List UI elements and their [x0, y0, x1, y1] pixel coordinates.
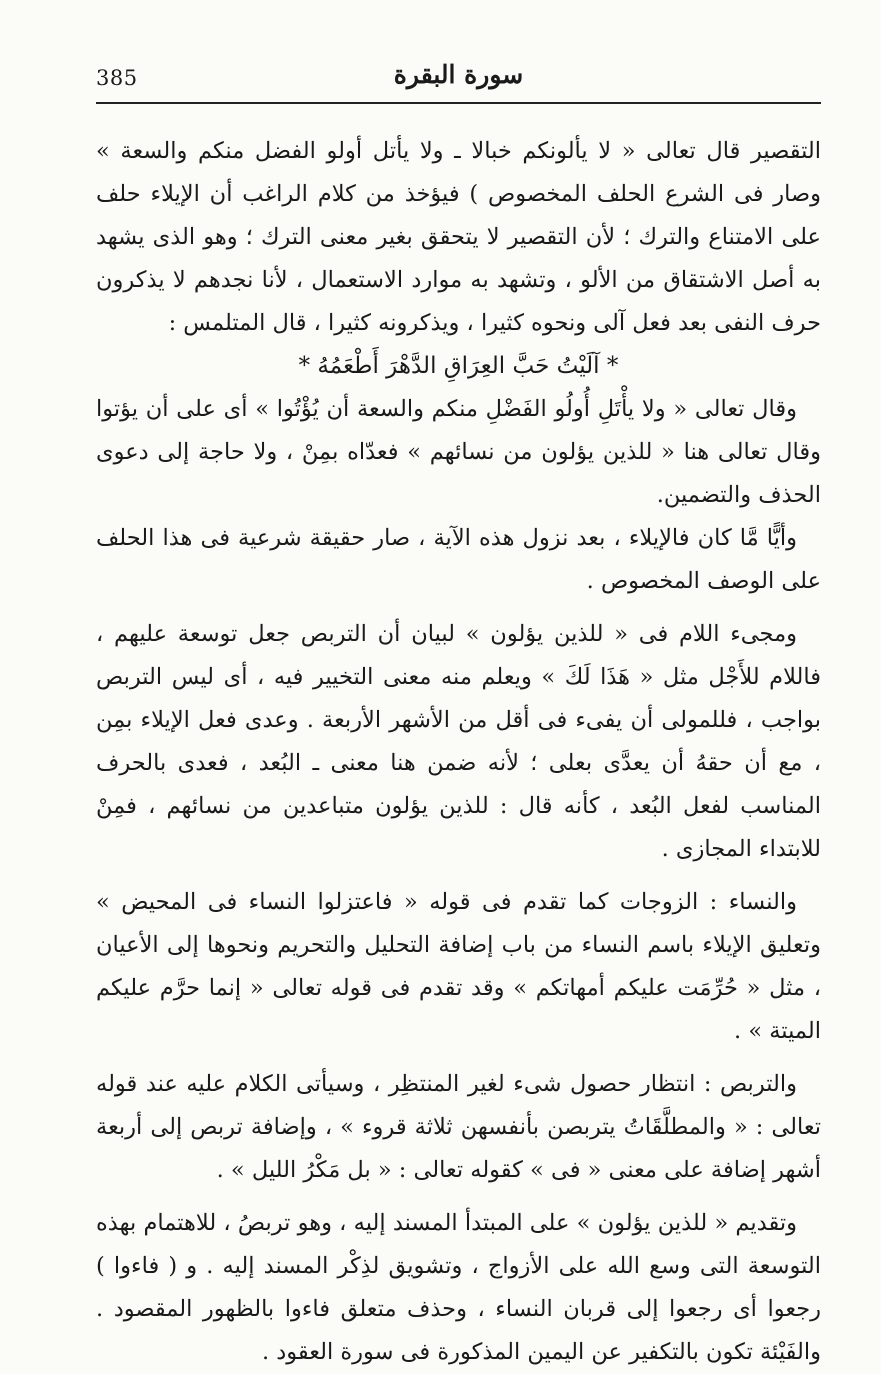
page-header	[96, 52, 821, 104]
page-number: 385	[96, 66, 138, 90]
paragraph-5: والنساء : الزوجات كما تقدم فى قوله « فاعتزلوا النساء فى المحيض » وتعليق الإيلاء باسم النساء من باب إضافة التحليل والتحريم ونحوها إلى الأعيان ، مثل « حُرِّمَت عليكم أمهاتكم » وقد تقدم فى قوله تعالى « إنما حرَّم عليكم الميتة » .	[96, 889, 821, 1044]
page-body	[96, 130, 821, 1374]
poetry-verse: * آلَيْتُ حَبَّ العِرَاقِ الدَّهْرَ أَطْعَمُهُ *	[298, 353, 619, 379]
paragraph-4: ومجىء اللام فى « للذين يؤلون » لبيان أن التربص جعل توسعة عليهم ، فاللام للأَجْل مثل « هَذَا لَكَ » ويعلم منه معنى التخيير فيه ، أى ليس التربص بواجب ، فللمولى أن يفىء فى أقل من الأشهر الأربعة . وعدى فعل الإيلاء بمِن ، مع أن حقهُ أن يعدَّى بعلى ؛ لأنه ضمن هنا معنى ـ البُعد ، فعدى بالحرف المناسب لفعل البُعد ، كأنه قال : للذين يؤلون متباعدين من نسائهم ، فمِنْ للابتداء المجازى .	[96, 621, 821, 862]
paragraph-6: والتربص : انتظار حصول شىء لغير المنتظِر ، وسيأتى الكلام عليه عند قوله تعالى : « والمطلَّقَاتُ يتربصن بأنفسهن ثلاثة قروء » ، وإضافة تربص إلى أربعة أشهر إضافة على معنى « فى » كقوله تعالى : « بل مَكْرُ الليل » .	[96, 1071, 821, 1183]
paragraph-1: التقصير قال تعالى « لا يألونكم خبالا ـ ولا يأتل أولو الفضل منكم والسعة » وصار فى الشرع الحلف المخصوص ) فيؤخذ من كلام الراغب أن الإيلاء حلف على الامتناع والترك ؛ لأن التقصير لا يتحقق بغير معنى الترك ؛ وهو الذى يشهد به أصل الاشتقاق من الألو ، وتشهد به موارد الاستعمال ، لأنا نجدهم لا يذكرون حرف النفى بعد فعل آلى ونحوه كثيرا ، ويذكرونه كثيرا ، قال المتلمس :	[96, 138, 821, 336]
paragraph-7: وتقديم « للذين يؤلون » على المبتدأ المسند إليه ، وهو تربصُ ، للاهتمام بهذه التوسعة التى وسع الله على الأزواج ، وتشويق لذِكْر المسند إليه . و ( فاءوا ) رجعوا أى رجعوا إلى قربان النساء ، وحذف متعلق فاءوا بالظهور المقصود . والفَيْئة تكون بالتكفير عن اليمين المذكورة فى سورة العقود .	[96, 1210, 821, 1365]
paragraph-3: وأيًّا مَّا كان فالإيلاء ، بعد نزول هذه الآية ، صار حقيقة شرعية فى هذا الحلف على الوصف المخصوص .	[96, 525, 821, 594]
running-title: سورة البقرة	[393, 60, 524, 89]
paragraph-2: وقال تعالى « ولا يأْتَلِ أُولُو الفَضْلِ منكم والسعة أن يُؤْتُوا » أى على أن يؤتوا وقال تعالى هنا « للذين يؤلون من نسائهم » فعدّاه بمِنْ ، ولا حاجة إلى دعوى الحذف والتضمين.	[96, 396, 821, 508]
header-rule	[96, 102, 821, 104]
